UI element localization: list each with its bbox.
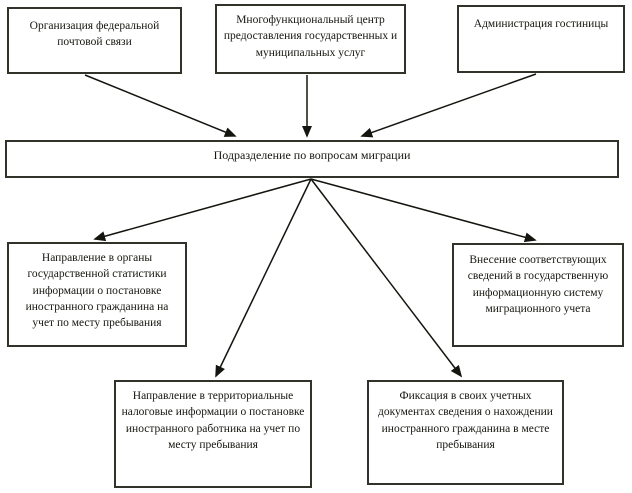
- node-label-tax: Направление в территориальные налоговые информации о постановке иностранного работника на учет по месту пребывания: [121, 390, 305, 451]
- node-label-hotel: Администрация гостиницы: [473, 18, 609, 30]
- node-label-migration-unit: Подразделение по вопросам миграции: [213, 148, 411, 162]
- node-tax-notification: [114, 380, 312, 488]
- node-postal-service-org: [7, 7, 182, 74]
- node-hotel-administration: [457, 5, 625, 73]
- edge-migration_unit-to-statistics: [95, 179, 311, 239]
- node-label-records: Фиксация в своих учетных документах сведения о нахождении иностранного гражданина в месте пребывания: [378, 390, 553, 451]
- node-label-postal: Организация федеральной почтовой связи: [29, 20, 160, 49]
- node-label-mfc: Многофункциональный центр предоставления государственных и муниципальных услуг: [223, 14, 398, 59]
- edge-hotel-to-migration_unit: [362, 74, 536, 136]
- node-label-gis: Внесение соответствующих сведений в государственную информационную систему миграционного учета: [467, 254, 609, 315]
- edge-migration_unit-to-records: [311, 179, 461, 376]
- node-statistics-notification: [7, 242, 187, 347]
- node-migration-unit: [5, 140, 619, 178]
- node-own-records-fixation: [367, 380, 564, 485]
- node-label-statistics: Направление в органы государственной статистики информации о постановке иностранного гражданина на учет по месту пребывания: [25, 252, 169, 330]
- edge-migration_unit-to-tax: [216, 179, 311, 376]
- node-migration-info-system-entry: [452, 243, 624, 347]
- edge-postal-to-migration_unit: [85, 75, 235, 136]
- edge-migration_unit-to-gis: [311, 179, 535, 240]
- node-multifunctional-center: [215, 4, 406, 74]
